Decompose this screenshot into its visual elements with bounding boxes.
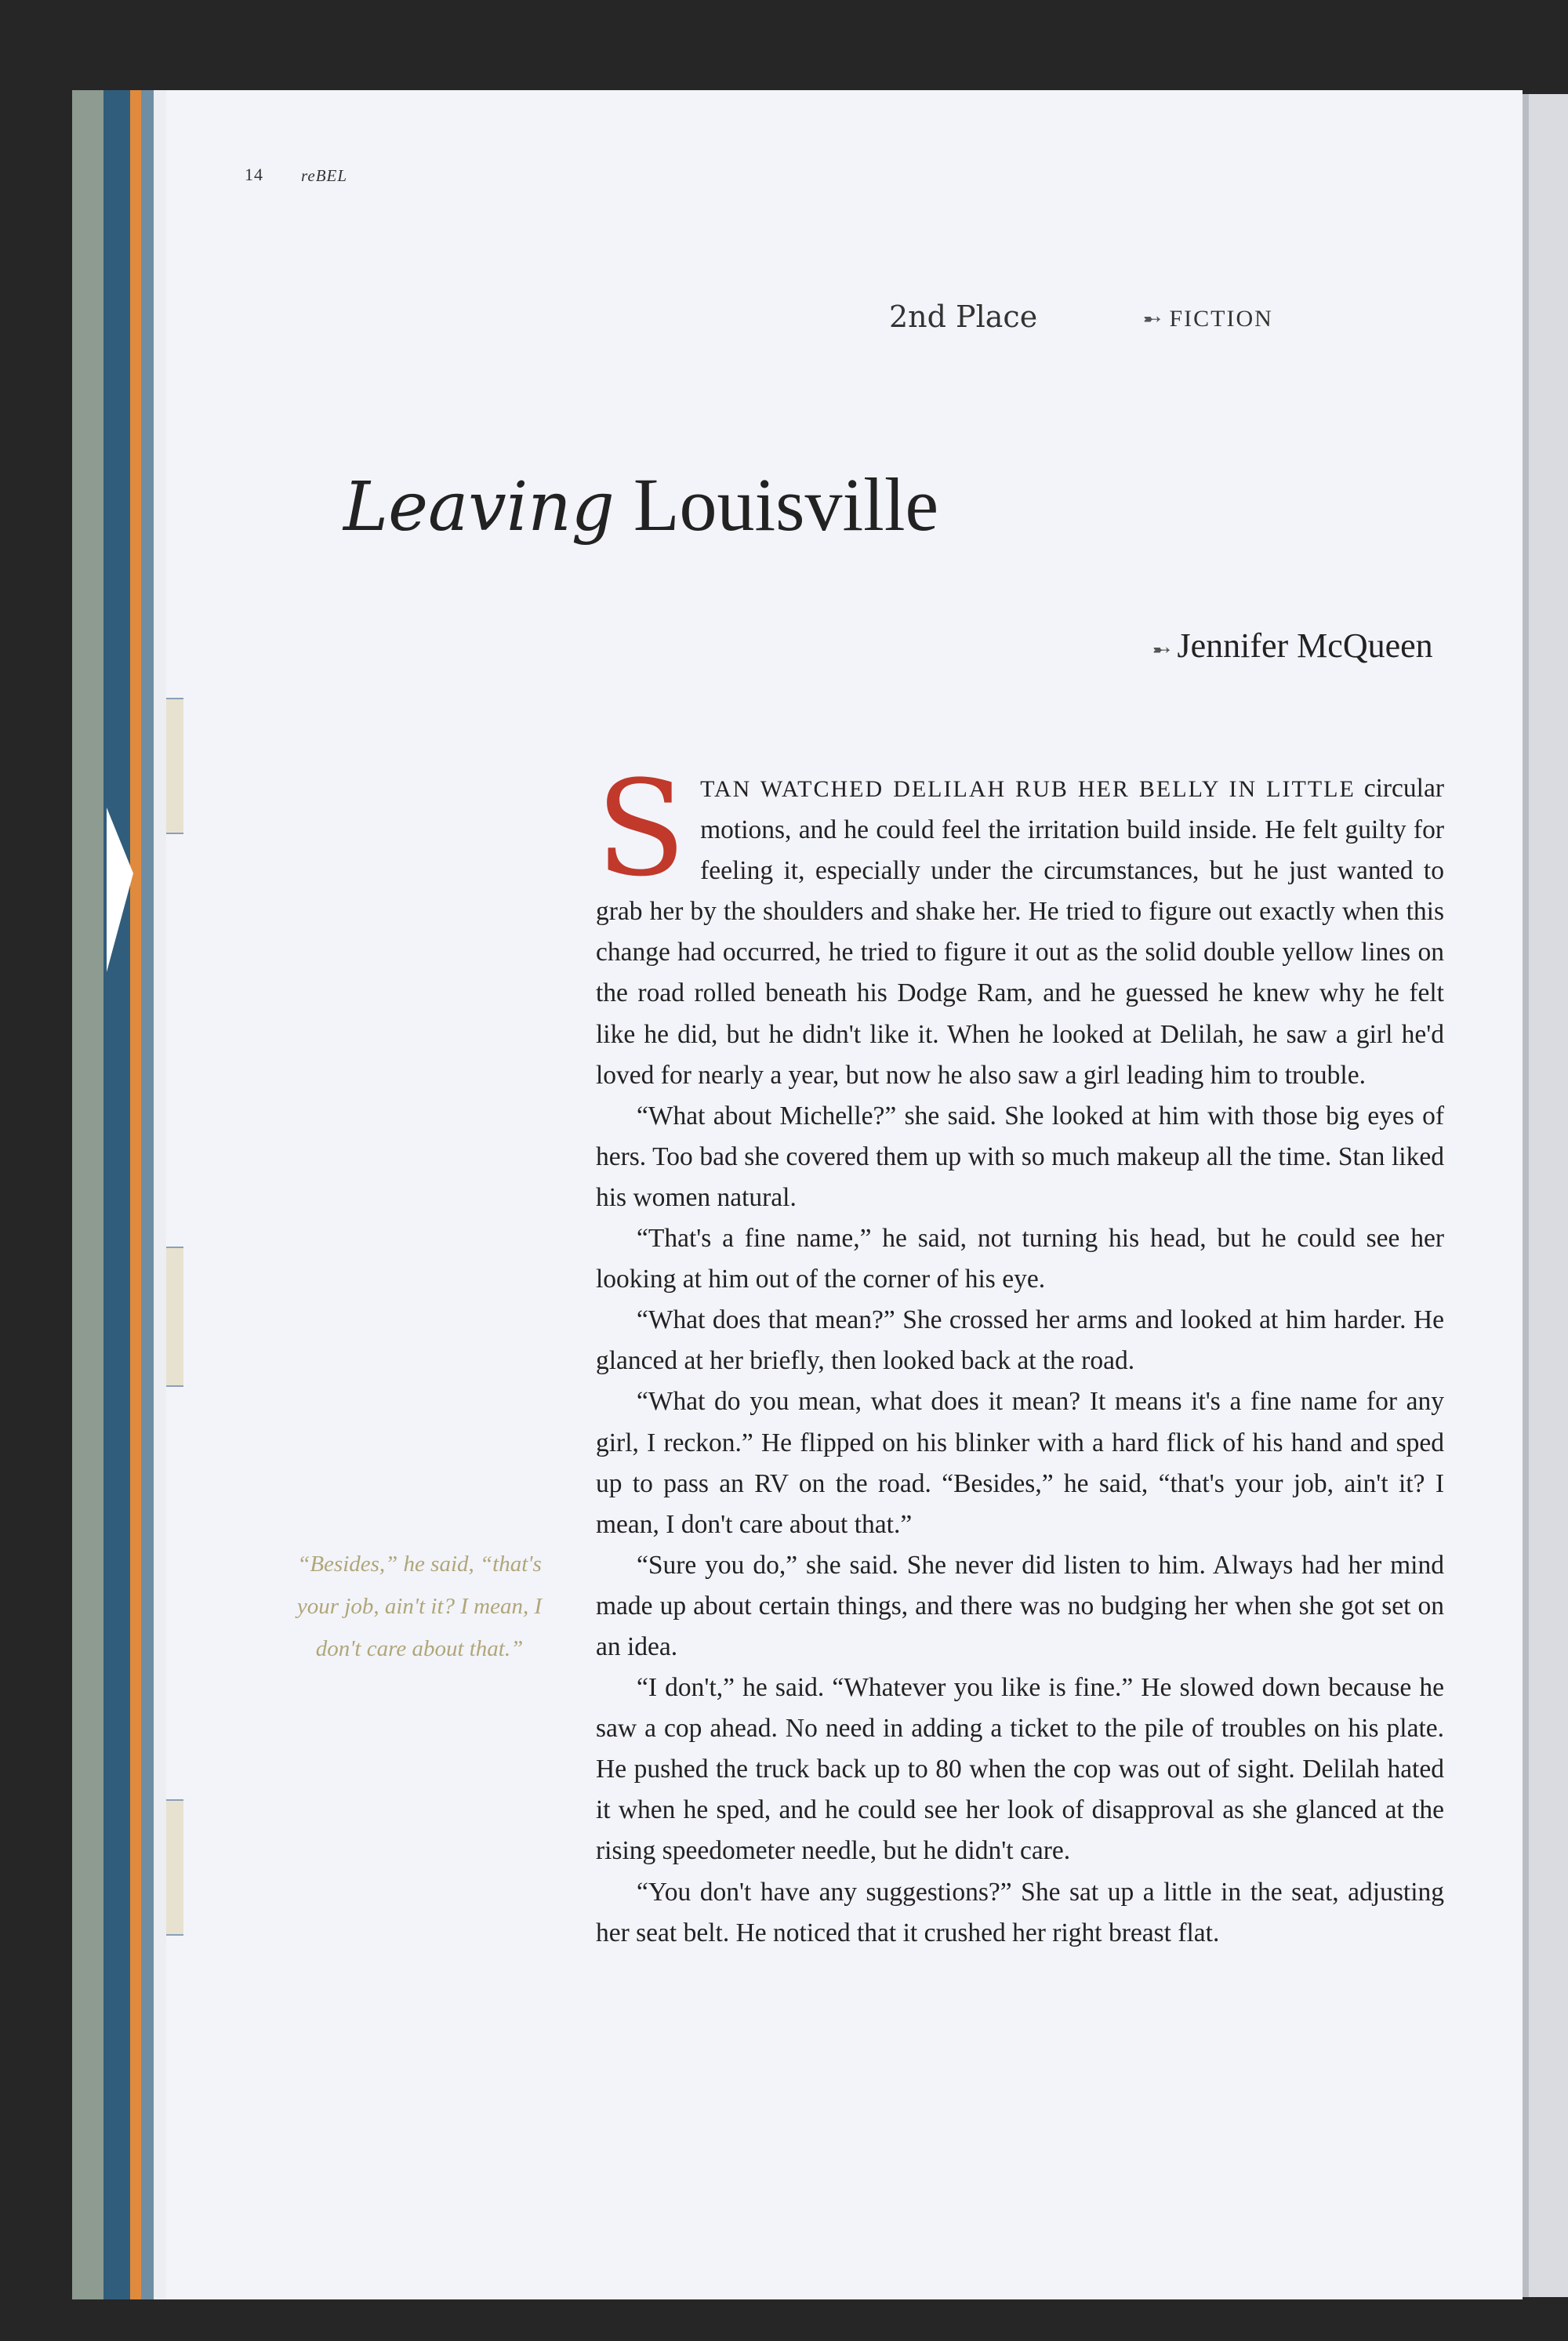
- page-tab: [166, 698, 183, 834]
- page-edge-blue: [103, 90, 130, 2299]
- award-category: [1143, 306, 1273, 332]
- running-head: reBEL: [301, 166, 348, 185]
- right-page-stack: [1523, 94, 1568, 2297]
- paragraph: “What about Michelle?” she said. She looked at him with those big eyes of hers. Too bad she covered them up with so much makeup all the time. Stan liked his women natural.: [596, 1101, 1444, 1212]
- drop-cap: S: [596, 752, 687, 906]
- arrow-icon: ➸: [1152, 638, 1171, 662]
- opening-caps: TAN WATCHED DELILAH RUB HER BELLY IN LITTLE: [700, 776, 1356, 802]
- award-place: 2nd Place: [889, 299, 1038, 334]
- category-label: FICTION: [1169, 306, 1273, 332]
- page-tab: [166, 1247, 183, 1387]
- paragraph: “You don't have any suggestions?” She sat up a little in the seat, adjusting her seat belt. He noticed that it crushed her right breast flat.: [596, 1877, 1444, 1947]
- right-page-gutter: [1523, 94, 1529, 2297]
- page-tab: [166, 1799, 183, 1936]
- paragraph: “That's a fine name,” he said, not turning his head, but he could see her looking at him out of the corner of his eye.: [596, 1224, 1444, 1294]
- author-name: Jennifer McQueen: [1177, 626, 1433, 665]
- paragraph: [596, 752, 1444, 1096]
- paragraph: “Sure you do,” she said. She never did listen to him. Always had her mind made up about certain things, and there was no budging her when she got set on an idea.: [596, 1550, 1444, 1661]
- pull-quote: “Besides,” he said, “that's your job, ain't it? I mean, I don't care about that.”: [296, 1552, 543, 1661]
- story-title: [343, 461, 938, 548]
- paragraph: “What does that mean?” She crossed her arms and looked at him harder. He glanced at her briefly, then looked back at the road.: [596, 1305, 1444, 1376]
- page-edge-steel: [141, 90, 154, 2299]
- arrow-icon: ➸: [1143, 307, 1163, 332]
- title-regular-word: Louisville: [633, 463, 939, 546]
- author-byline: [1152, 626, 1433, 666]
- title-italic-word: Leaving: [343, 468, 615, 546]
- page-number: 14: [245, 165, 263, 184]
- paragraph-text: circular motions, and he could feel the irritation build inside. He felt guilty for feeling it, especially under the circumstances, but he just wanted to grab her by the shoulders and shake her. He tried to figure out exactly when this change had occurred, he tried to figure it out as the solid double yellow lines on the road rolled beneath his Dodge Ram, and he guessed he knew why he felt like he did, but he didn't like it. When he looked at Delilah, he saw a girl he'd loved for nearly a year, but now he also saw a girl leading him to trouble.: [596, 774, 1444, 1090]
- story-body: [596, 752, 1444, 1954]
- paragraph: “I don't,” he said. “Whatever you like is fine.” He slowed down because he saw a cop ahead. No need in adding a ticket to the pile of troubles on his plate. He pushed the truck back up to 80 when the cop was out of sight. Delilah hated it when he sped, and he could see her look of disapproval as she glanced at the rising speedometer needle, but he didn't care.: [596, 1673, 1444, 1866]
- page-edge-white: [154, 90, 166, 2299]
- page-edge-orange: [130, 90, 141, 2299]
- paragraph: “What do you mean, what does it mean? It means it's a fine name for any girl, I reckon.” He flipped on his blinker with a hard flick of his hand and sped up to pass an RV on the road. “Besides,” he said, “that's your job, ain't it? I mean, I don't care about that.”: [596, 1387, 1444, 1539]
